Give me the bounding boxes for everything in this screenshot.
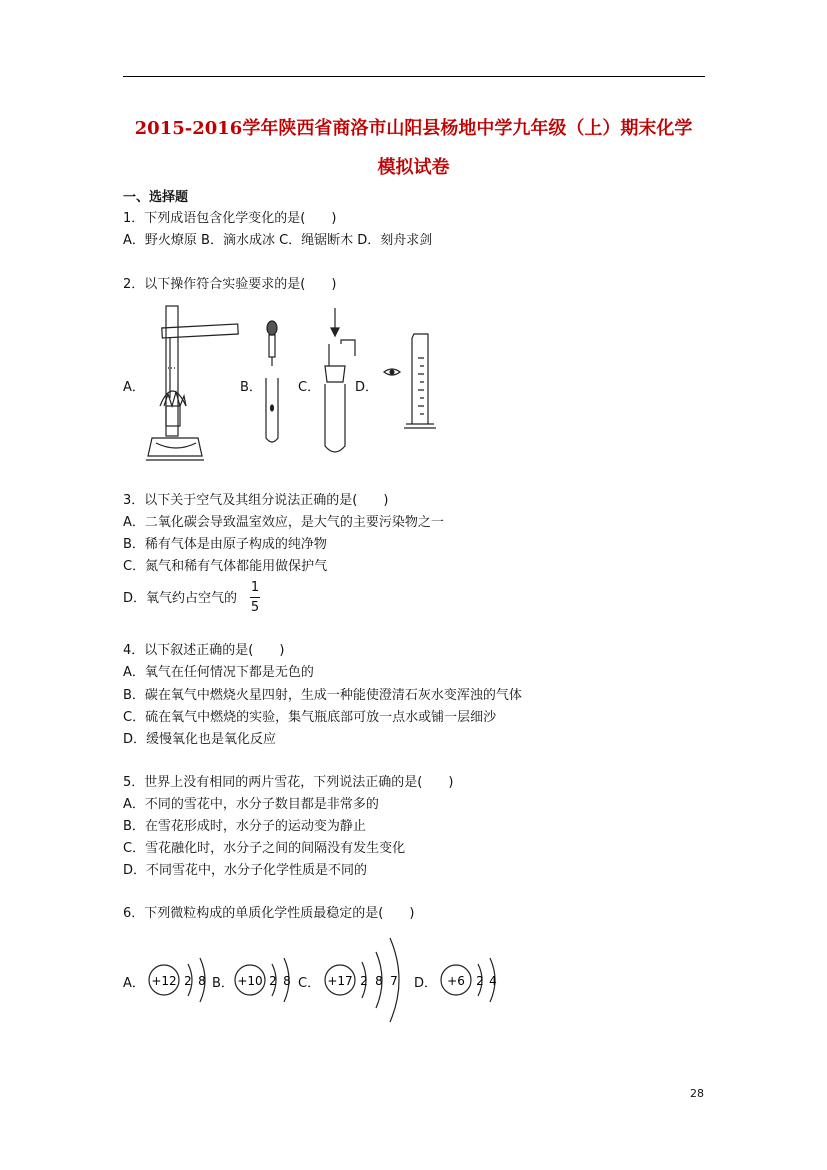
q6-a-shell-2: 8 — [198, 974, 206, 988]
q4-stem: 4．以下叙述正确的是( ) — [123, 643, 285, 658]
q2-figure-d-graduated-cylinder — [378, 328, 443, 438]
q6-label-c: C． — [298, 976, 321, 991]
q5-option-a: A．不同的雪花中，水分子数目都是非常多的 — [123, 797, 379, 812]
q6-d-shell-2: 4 — [489, 974, 497, 988]
q2-label-d: D． — [355, 380, 379, 395]
doc-title-line2: 模拟试卷 — [377, 157, 450, 178]
q2-stem: 2．以下操作符合实验要求的是( ) — [123, 277, 337, 292]
q5-option-d: D．不同雪花中，水分子化学性质是不同的 — [123, 863, 368, 878]
q1-options: A．野火燎原 B．滴水成冰 C．绳锯断木 D．刻舟求剑 — [123, 233, 433, 248]
section-heading: 一、选择题 — [123, 190, 189, 205]
q6-label-a: A． — [123, 976, 145, 991]
q6-c-shell-2: 8 — [375, 974, 383, 988]
q6-c-shell-3: 7 — [390, 974, 398, 988]
q6-d-shell-1: 2 — [476, 974, 484, 988]
q6-atom-a-diagram — [142, 950, 222, 1010]
q3-option-b: B．稀有气体是由原子构成的纯净物 — [123, 537, 327, 552]
q6-c-nucleus: +17 — [327, 974, 353, 988]
fraction-numerator: 1 — [250, 580, 260, 595]
q6-atom-b-diagram — [230, 950, 302, 1010]
q6-b-shell-1: 2 — [269, 974, 277, 988]
fraction-denominator: 5 — [250, 600, 260, 615]
q3-option-a: A．二氧化碳会导致温室效应，是大气的主要污染物之一 — [123, 515, 444, 530]
q3-stem: 3．以下关于空气及其组分说法正确的是( ) — [123, 493, 389, 508]
q3-option-d: D．氧气约占空气的 — [123, 591, 238, 606]
q6-atom-c-diagram — [318, 932, 410, 1028]
q6-label-b: B． — [212, 976, 234, 991]
q4-option-b: B．碳在氧气中燃烧火星四射，生成一种能使澄清石灰水变浑浊的气体 — [123, 688, 522, 703]
q3-option-c: C．氮气和稀有气体都能用做保护气 — [123, 559, 328, 574]
doc-title-line1: 2015-2016学年陕西省商洛市山阳县杨地中学九年级（上）期末化学 — [134, 118, 693, 139]
q6-stem: 6．下列微粒构成的单质化学性质最稳定的是( ) — [123, 906, 415, 921]
q6-c-shell-1: 2 — [360, 974, 368, 988]
header-rule — [123, 76, 705, 77]
q2-label-c: C． — [298, 380, 321, 395]
page-number: 28 — [690, 1087, 704, 1100]
q5-stem: 5．世界上没有相同的两片雪花，下列说法正确的是( ) — [123, 775, 454, 790]
q6-b-nucleus: +10 — [237, 974, 263, 988]
q2-figure-a-heating-apparatus — [140, 298, 240, 468]
fraction-bar — [250, 597, 260, 598]
q5-option-c: C．雪花融化时，水分子之间的间隔没有发生变化 — [123, 841, 406, 856]
q6-label-d: D． — [414, 976, 438, 991]
q1-stem: 1．下列成语包含化学变化的是( ) — [123, 211, 337, 226]
q4-option-d: D．缓慢氧化也是氧化反应 — [123, 732, 277, 747]
q2-label-b: B． — [240, 380, 262, 395]
q5-option-b: B．在雪花形成时，水分子的运动变为静止 — [123, 819, 366, 834]
q2-figure-b-dropper-tube — [258, 318, 288, 448]
q6-atom-d-diagram — [436, 950, 508, 1010]
q4-option-c: C．硫在氧气中燃烧的实验，集气瓶底部可放一点水或铺一层细沙 — [123, 710, 497, 725]
q2-label-a: A． — [123, 380, 145, 395]
q6-a-nucleus: +12 — [151, 974, 177, 988]
q6-b-shell-2: 8 — [283, 974, 291, 988]
q6-a-shell-1: 2 — [184, 974, 192, 988]
q2-figure-c-stopper-tube — [315, 306, 360, 458]
q4-option-a: A．氧气在任何情况下都是无色的 — [123, 665, 314, 680]
q6-d-nucleus: +6 — [447, 974, 465, 988]
